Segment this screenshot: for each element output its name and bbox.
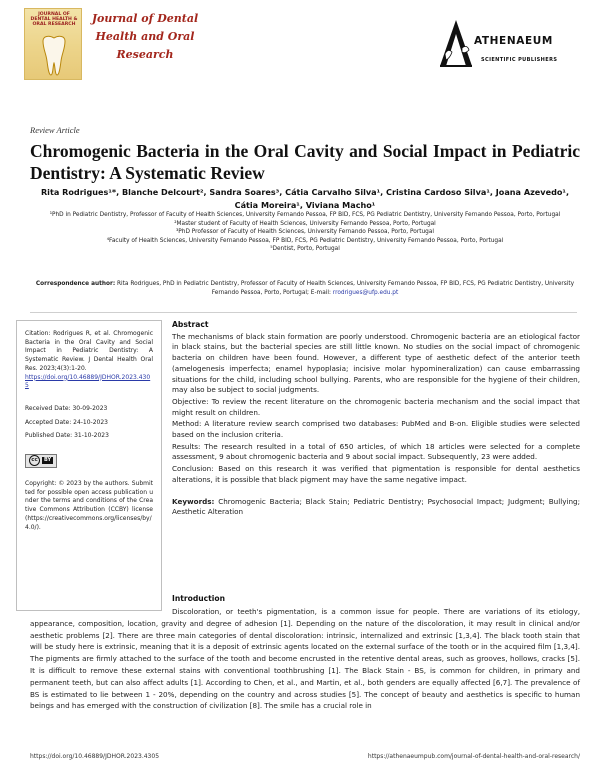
abstract-conclusion: Conclusion: Based on this research it was verified that pigmentation is responsible for dental aesthetics alterations, it is possible that black pigment may have the same negative impact.	[172, 464, 580, 484]
affiliation-3: ³PhD Professor of Faculty of Health Sciences, University Fernando Pessoa, Porto, Portugal	[175, 229, 435, 236]
publisher-logo	[436, 18, 586, 74]
author-list: Rita Rodrigues¹*, Blanche Delcourt², Sandra Soares³, Cátia Carvalho Silva¹, Cristina Cardoso Silva¹, Joana Azevedo¹, Cátia Moreira¹, Viviana Macho¹	[40, 187, 570, 210]
header-divider	[30, 312, 577, 313]
affiliation-2: ²Master student of Faculty of Health Sciences, University Fernando Pessoa, Porto, Portugal	[174, 220, 436, 227]
cover-title: JOURNAL OF DENTAL HEALTH & ORAL RESEARCH	[30, 12, 78, 28]
copyright-text: Copyright: © 2023 by the authors. Submitted for possible open access publication under the terms and conditions of the Creative Commons Attribution (CCBY) license (https://creativecommons.org/licenses/by/4.0/).	[25, 480, 153, 531]
correspondence-email-link[interactable]: rrodrigues@ufp.edu.pt	[332, 289, 399, 296]
footer-journal-url[interactable]: https://athenaeumpub.com/journal-of-dental-health-and-oral-research/	[367, 753, 580, 760]
journal-name: Journal of Dental Health and Oral Research	[91, 12, 199, 61]
cc-badge-box	[25, 454, 57, 468]
introduction-body: Discoloration, or teeth's pigmentation, is a common issue for people. There are variations of its etiology, appearance, composition, location, gravity and degree of adhesion [1]. Depending on the nature of the discoloration, it may result in clinical and/or aesthetic problems [2]. There are three main categories of dental discoloration: intrinsic, internalized and extrinsic [1,3,4]. The black tooth stain that will be study here is extrinsic, meaning that it is a deposit of extrinsic agents located on the external surface of the tooth or in the acquired film [1,3,4]. The pigments are firmly attached to the surface of the tooth and become encrusted in the retentive dental areas, such as grooves, hollows, cracks [5]. It is difficult to remove these external stains with conventional toothbrushing [1]. The Black Stain - BS, is common for children, in primary and permanent teeth, but can also affect adults [1]. According to Chen, et al., and Martin, et al., both genders are equally affected [6,7]. The prevalence of BS is estimated to lie between 1 - 20%, depending on the country and across studies [5]. The concept of beauty and aesthetics is specific to human beings and has emerged with the construction of civilization [8]. The smile has a crucial role in	[30, 607, 580, 711]
correspondence	[30, 280, 580, 297]
publisher-name: ATHENAEUM	[474, 35, 553, 47]
affiliation-1: ¹PhD in Pediatric Dentistry, Professor of Faculty of Health Sciences, University Fernando Pessoa, FP BID, FCS, PG Pediatric Dentistry, University Fernando Pessoa, Porto, Portugal	[49, 212, 561, 218]
correspondence-label: Correspondence author:	[35, 281, 116, 287]
keywords-label: Keywords:	[172, 496, 215, 506]
abstract-heading: Abstract	[172, 320, 209, 329]
article-title: Chromogenic Bacteria in the Oral Cavity and Social Impact in Pediatric Dentistry: A Systematic Review	[30, 141, 580, 183]
doi-link[interactable]: https://doi.org/10.46889/JDHOR.2023.4305	[25, 373, 151, 390]
abstract-results: Results: The research resulted in a total of 650 articles, of which 18 articles were selected for a complete assessment, 9 about chromogenic bacteria and 9 about social impact. Subsequently, 23 were added.	[172, 441, 580, 462]
tooth-icon	[39, 35, 69, 77]
publisher-emblem-icon	[436, 18, 476, 70]
journal-cover-thumbnail	[24, 8, 82, 80]
keywords-list: Chromogenic Bacteria; Black Stain; Pediatric Dentistry; Psychosocial Impact; Judgment; Bullying; Aesthetic Alteration	[172, 496, 580, 517]
introduction-heading: Introduction	[172, 594, 226, 603]
affiliations	[30, 211, 580, 254]
footer-doi[interactable]: https://doi.org/10.46889/JDHOR.2023.4305	[30, 753, 160, 760]
published-date: Published Date: 31-10-2023	[25, 432, 109, 440]
cc-license-badge[interactable]	[25, 453, 153, 468]
article-type: Review Article	[30, 125, 80, 135]
keywords	[172, 497, 580, 518]
abstract-method: Method: A literature review search comprised two databases: PubMed and B-on. Eligible studies were selected based on the inclusion criteria.	[172, 419, 580, 440]
affiliation-4: ⁴Faculty of Health Sciences, University Fernando Pessoa, FP BID, FCS, PG Pediatric Dentistry, University Fernando Pessoa, Porto, Portugal	[106, 237, 504, 244]
citation-text: Citation: Rodrigues R, et al. Chromogenic Bacteria in the Oral Cavity and Social Impact in Pediatric Dentistry: A Systematic Review. J Dental Health Oral Res. 2023;4(3):1-20.	[25, 330, 153, 372]
cc-icon: cc	[29, 455, 40, 466]
abstract-background: The mechanisms of black stain formation are poorly understood. Chromogenic bacteria are an etiological factor in black stains, but the bacterial species are still little known. No studies on the social impact of chromogenic bacteria on children have been found. However, a different type of aesthetic defect of the anterior teeth (amelogenesis imperfecta; enamel hypoplasia; incisive molar hypomineralization) can cause embarrassing situations for the child, including school bullying. Parents, who are responsible for the hygiene of their children, may also be subject to social judgments.	[172, 331, 580, 395]
correspondence-text: Rita Rodrigues, PhD in Pediatric Dentistry, Professor of Faculty of Health Sciences, University Fernando Pessoa, FP BID, FCS, PG Pediatric Dentistry, University Fernando Pessoa, Porto, Portugal; E-mail:	[117, 281, 575, 296]
abstract-objective: Objective: To review the recent literature on the chromogenic bacteria mechanism and the social impact that might result on children.	[172, 396, 580, 417]
citation-sidebar	[16, 320, 162, 611]
received-date: Received Date: 30-09-2023	[25, 404, 108, 412]
accepted-date: Accepted Date: 24-10-2023	[25, 418, 108, 426]
publisher-subtitle: SCIENTIFIC PUBLISHERS	[481, 57, 558, 63]
abstract	[172, 320, 580, 518]
cc-by-label: BY	[44, 457, 52, 464]
affiliation-5: ⁵Dentist, Porto, Portugal	[270, 246, 340, 253]
